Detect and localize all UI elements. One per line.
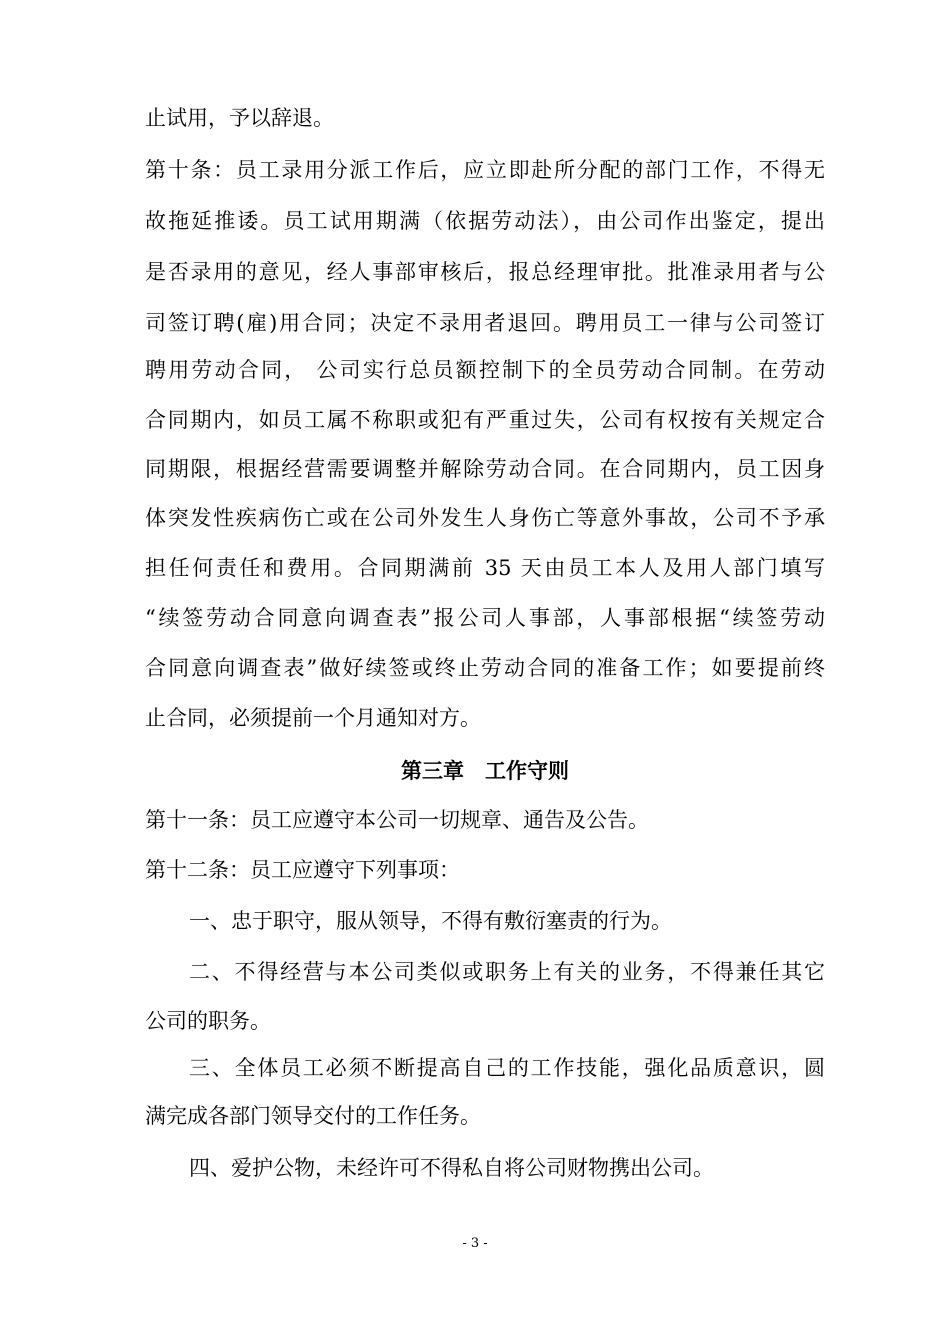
text-line: “续签劳动合同意向调查表”报公司人事部，人事部根据“续签劳动 [145,606,825,630]
text-line: 司签订聘(雇)用合同；决定不录用者退回。聘用员工一律与公司签订 [145,311,825,335]
text-line: 二、不得经营与本公司类似或职务上有关的业务，不得兼任其它 [189,960,825,984]
text-line: 体突发性疾病伤亡或在公司外发生人身伤亡等意外事故，公司不予承 [145,506,825,530]
text-line: 第十一条：员工应遵守本公司一切规章、通告及公告。 [145,808,649,832]
text-line: 一、忠于职守，服从领导，不得有敷衍塞责的行为。 [189,909,672,933]
chapter-heading: 第三章 工作守则 [401,758,569,783]
text-line: 三、全体员工必须不断提高自己的工作技能，强化品质意识，圆 [189,1056,825,1080]
page-number: - 3 - [462,1236,488,1251]
text-line: 同期限，根据经营需要调整并解除劳动合同。在合同期内，员工因身 [145,457,825,481]
text-line: 聘用劳动合同， 公司实行总员额控制下的全员劳动合同制。在劳动 [145,358,825,382]
text-line: 是否录用的意见，经人事部审核后，报总经理审批。批准录用者与公 [145,260,825,284]
text-line: 故拖延推诿。员工试用期满（依据劳动法），由公司作出鉴定，提出 [145,209,825,233]
text-line: 四、爱护公物，未经许可不得私自将公司财物携出公司。 [189,1156,714,1180]
text-line: 合同期内，如员工属不称职或犯有严重过失，公司有权按有关规定合 [145,408,825,432]
text-line: 止试用，予以辞退。 [145,106,334,130]
text-line: 第十条：员工录用分派工作后，应立即赴所分配的部门工作，不得无 [145,158,825,182]
text-line: 满完成各部门领导交付的工作任务。 [145,1104,481,1128]
text-line: 担任何责任和费用。合同期满前 35 天由员工本人及用人部门填写 [145,556,825,580]
text-line: 止合同，必须提前一个月通知对方。 [145,706,481,730]
text-line: 合同意向调查表”做好续签或终止劳动合同的准备工作；如要提前终 [145,656,825,680]
text-line: 公司的职务。 [145,1009,271,1033]
text-line: 第十二条：员工应遵守下列事项： [145,858,460,882]
